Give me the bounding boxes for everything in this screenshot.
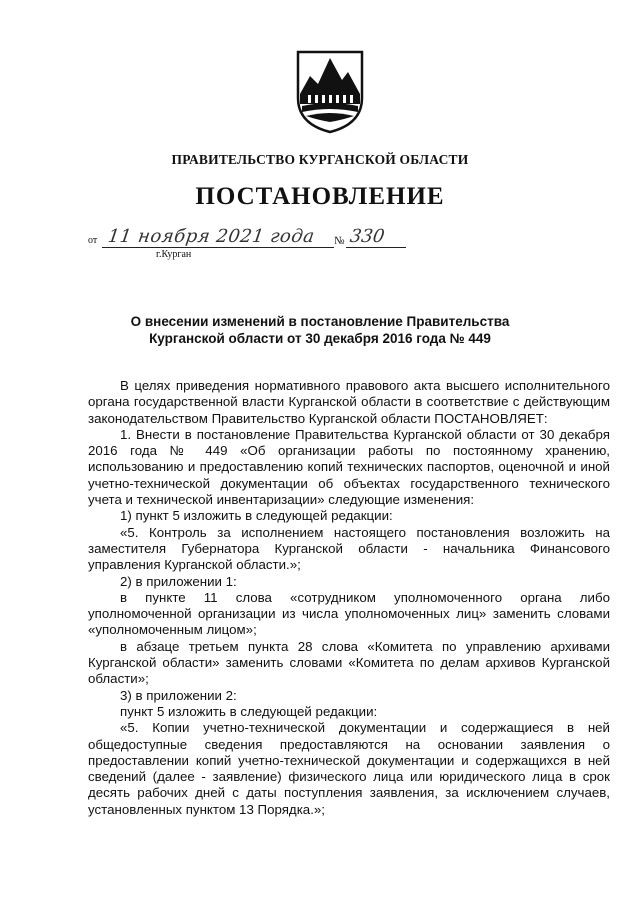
date-underline bbox=[102, 247, 334, 248]
city-label: г.Курган bbox=[156, 249, 192, 260]
document-type-title: ПОСТАНОВЛЕНИЕ bbox=[195, 183, 445, 210]
number-prefix: № bbox=[334, 235, 345, 247]
number-underline bbox=[346, 247, 406, 248]
paragraph: 2) в приложении 1: bbox=[120, 573, 237, 589]
coat-of-arms-emblem bbox=[296, 50, 364, 134]
government-title: ПРАВИТЕЛЬСТВО КУРГАНСКОЙ ОБЛАСТИ bbox=[171, 152, 469, 167]
paragraph: «5. Контроль за исполнением настоящего постановления возложить на заместителя Губернатора Курганской области - начальника Финансового управления Курганской области.»; bbox=[88, 524, 610, 573]
paragraph: «5. Копии учетно-технической документации и содержащиеся в ней общедоступные сведения предоставляются на основании заявления о предоставлении копий учетно-технической документации и содержащихся в ней сведений (далее - заявление) физического лица или юридического лица в срок десять рабочих дней с даты поступления заявления, за исключением случаев, установленных пунктом 13 Порядка.»; bbox=[88, 720, 610, 817]
paragraph: в пункте 11 слова «сотрудником уполномоченного органа либо уполномоченной организации из числа уполномоченных лиц» заменить словами «уполномоченным лицом»; bbox=[88, 589, 610, 638]
handwritten-date: 11 ноября 2021 года bbox=[106, 226, 316, 247]
document-subject: О внесении изменений в постановление Правительства Курганской области от 30 декабря 2016 года № 449 bbox=[130, 314, 510, 346]
paragraph: 1) пункт 5 изложить в следующей редакции: bbox=[120, 508, 393, 524]
paragraph: В целях приведения нормативного правового акта высшего исполнительного органа государственной власти Курганской области в соответствие с действующим законодательством Правительство Курганской области ПОСТАНОВЛЯЕТ: bbox=[88, 378, 610, 426]
paragraph: пункт 5 изложить в следующей редакции: bbox=[120, 703, 378, 719]
paragraph: 3) в приложении 2: bbox=[120, 687, 237, 703]
paragraph: 1. Внести в постановление Правительства Курганской области от 30 декабря 2016 года № 449 «Об организации работы по постоянному хранению, использованию и предоставлению копий технических паспортов, оценочной и иной учетно-технической документации об объектах государственного технического учета и технической инвентаризации» следующие изменения: bbox=[88, 426, 610, 508]
date-prefix: от bbox=[88, 235, 98, 246]
document-body bbox=[88, 378, 610, 818]
handwritten-number: 330 bbox=[348, 226, 386, 247]
document-requisites bbox=[88, 226, 388, 266]
paragraph: в абзаце третьем пункта 28 слова «Комитета по управлению архивами Курганской области» заменить словами «Комитета по делам архивов Курганской области»; bbox=[88, 638, 610, 687]
